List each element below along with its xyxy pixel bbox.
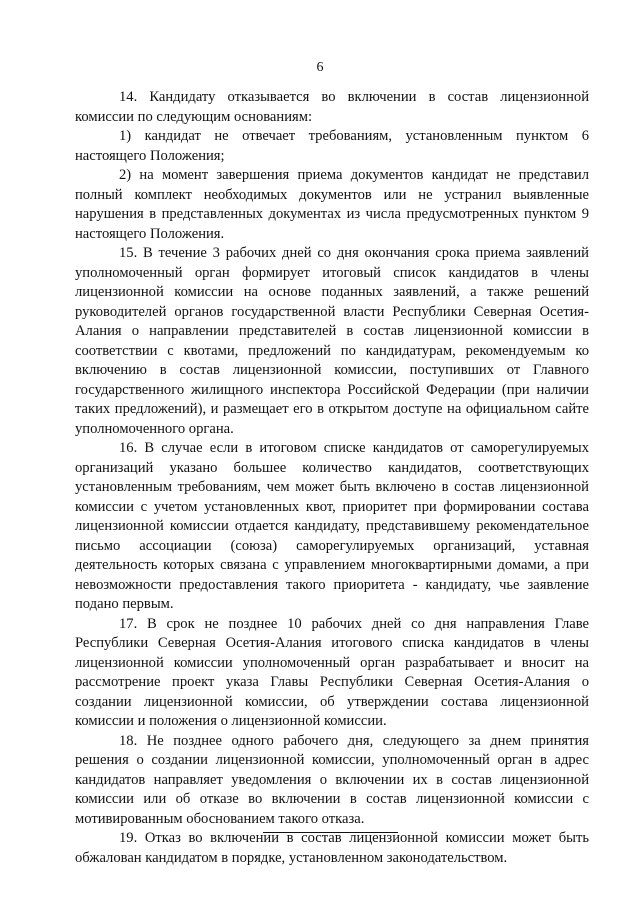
paragraph-15: 15. В течение 3 рабочих дней со дня окончания срока приема заявлений уполномоченный орган формирует итоговый список кандидатов в члены лицензионной комиссии на основе поданных заявлений, а также решений руководителей органов государственной власти Республики Северная Осетия-Алания о направлении представителей в состав лицензионной комиссии в соответствии с квотами, предложений по кандидатурам, рекомендуемым ко включению в состав лицензионной комиссии, поступивших от Главного государственного жилищного инспектора Российской Федерации (при наличии таких предложений), и размещает его в открытом доступе на официальном сайте уполномоченного органа. <box>75 245 589 437</box>
paragraph-14-item-2: 2) на момент завершения приема документов кандидат не представил полный комплект необходимых документов или не устранил выявленные нарушения в представленных документах из числа предусмотренных пунктом 9 настоящего Положения. <box>75 167 589 242</box>
paragraph-14-item-1: 1) кандидат не отвечает требованиям, установленным пунктом 6 настоящего Положения; <box>75 128 589 164</box>
paragraph-17: 17. В срок не позднее 10 рабочих дней со дня направления Главе Республики Северная Осетия-Алания итогового списка кандидатов в члены лицензионной комиссии уполномоченный орган разрабатывает и вносит на рассмотрение проект указа Главы Республики Северная Осетия-Алания о создании лицензионной комиссии, об утверждении состава лицензионной комиссии и положения о лицензионной комиссии. <box>75 615 589 729</box>
paragraph-16: 16. В случае если в итоговом списке кандидатов от саморегулируемых организаций указано большее количество кандидатов, соответствующих установленным требованиям, чем может быть включено в состав лицензионной комиссии с учетом установленных квот, приоритет при формировании состава лицензионной комиссии отдается кандидату, представившему рекомендательное письмо ассоциации (союза) саморегулируемых организаций, уставная деятельность которых связана с управлением многоквартирными домами, а при невозможности предоставления такого приоритета - кандидату, чье заявление подано первым. <box>75 440 589 612</box>
paragraph-14: 14. Кандидату отказывается во включении в состав лицензионной комиссии по следующим основаниям: <box>75 89 589 125</box>
end-of-document-line <box>263 832 398 833</box>
document-body <box>75 88 589 868</box>
page-number: 6 <box>316 60 324 75</box>
paragraph-19: 19. Отказ во включении в состав лицензионной комиссии может быть обжалован кандидатом в порядке, установленном законодательством. <box>75 830 589 866</box>
paragraph-18: 18. Не позднее одного рабочего дня, следующего за днем принятия решения о создании лицензионной комиссии, уполномоченный орган в адрес кандидатов направляет уведомления о включении их в состав лицензионной комиссии или об отказе во включении в состав лицензионной комиссии с мотивированным обоснованием такого отказа. <box>75 732 589 827</box>
